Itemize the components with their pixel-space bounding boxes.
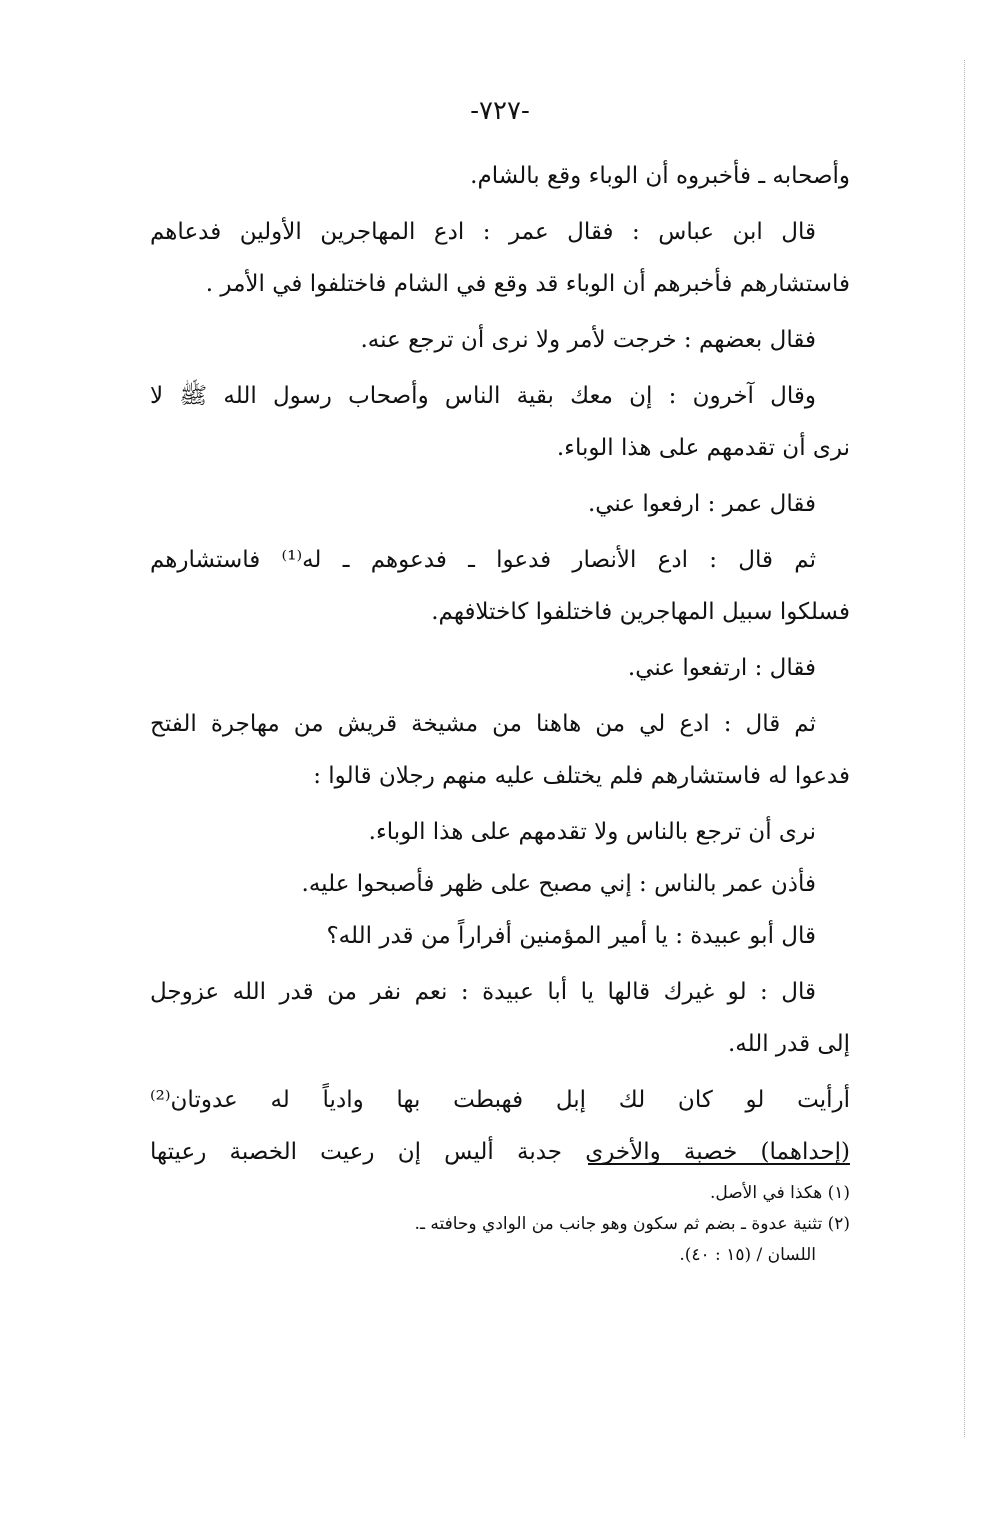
text-line: فقال عمر : ارفعوا عني. [587, 491, 816, 517]
footnote: (١) هكذا في الأصل. [709, 1183, 850, 1203]
text-line: فأذن عمر بالناس : إني مصبح على ظهر فأصبحوا عليه. [301, 871, 816, 897]
text-line: نرى أن ترجع بالناس ولا تقدمهم على هذا الوباء. [368, 819, 816, 845]
text-line: ثم قال : ادع الأنصار فدعوا ـ فدعوهم ـ له⁽¹⁾ فاستشارهم [150, 547, 816, 573]
page-number: -٧٢٧- [470, 96, 530, 126]
text-line: وقال آخرون : إن معك بقية الناس وأصحاب رسول الله ﷺ لا [150, 383, 816, 409]
footnote: (٢) تثنية عدوة ـ بضم ثم سكون وهو جانب من الوادي وحافته ـ. [414, 1214, 850, 1234]
text-line: ثم قال : ادع لي من هاهنا من مشيخة قريش من مهاجرة الفتح [150, 711, 816, 737]
body-text [150, 150, 850, 1178]
text-line: فسلكوا سبيل المهاجرين فاختلفوا كاختلافهم. [431, 599, 850, 625]
text-line: أرأيت لو كان لك إبل فهبطت بها وادياً له عدوتان⁽²⁾ [150, 1087, 850, 1113]
text-line: فقال : ارتفعوا عني. [627, 655, 816, 681]
text-line: فاستشارهم فأخبرهم أن الوباء قد وقع في الشام فاختلفوا في الأمر . [205, 271, 850, 297]
page-edge-line [964, 60, 965, 1437]
text-line: قال : لو غيرك قالها يا أبا عبيدة : نعم نفر من قدر الله عزوجل [150, 979, 816, 1005]
text-line: وأصحابه ـ فأخبروه أن الوباء وقع بالشام. [470, 163, 850, 189]
book-page [150, 0, 850, 1517]
footnote-separator [588, 1163, 850, 1165]
text-line: نرى أن تقدمهم على هذا الوباء. [556, 435, 850, 461]
text-line: فدعوا له فاستشارهم فلم يختلف عليه منهم رجلان قالوا : [313, 763, 850, 789]
footnote-continuation: اللسان / (١٥ : ٤٠). [679, 1245, 816, 1265]
text-line: فقال بعضهم : خرجت لأمر ولا نرى أن ترجع عنه. [360, 327, 816, 353]
text-line: (إحداهما) خصبة والأخرى جدبة أليس إن رعيت الخصبة رعيتها [150, 1139, 850, 1165]
footnotes [150, 1178, 850, 1271]
text-line: إلى قدر الله. [727, 1031, 850, 1057]
text-line: قال أبو عبيدة : يا أمير المؤمنين أفراراً من قدر الله؟ [326, 923, 816, 949]
text-line: قال ابن عباس : فقال عمر : ادع المهاجرين الأولين فدعاهم [150, 219, 816, 245]
